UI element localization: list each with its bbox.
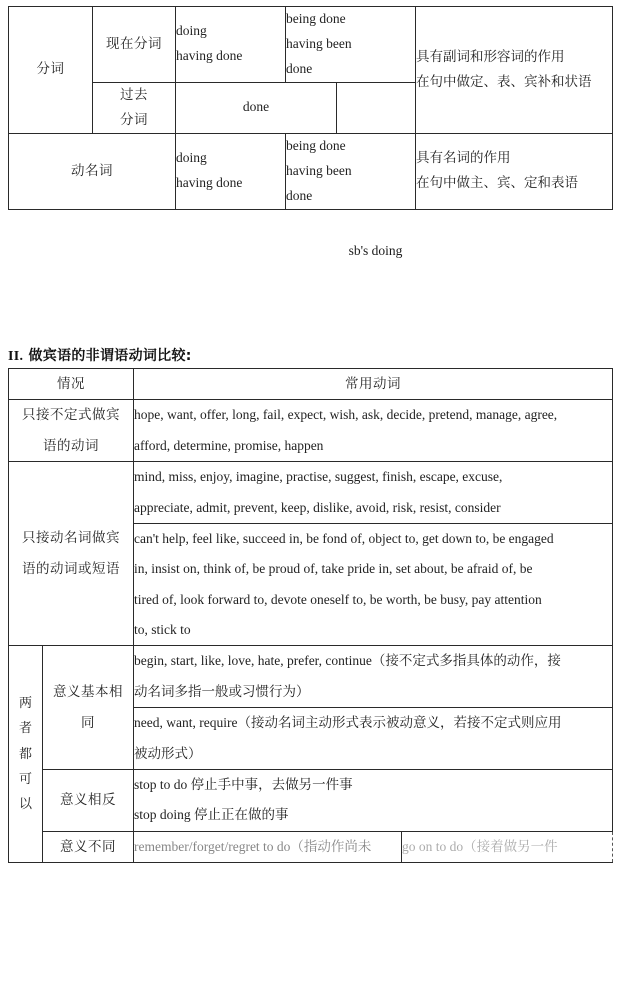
column-header-situation: 情况 <box>9 369 134 400</box>
participle-role-line-1: 具有副词和形容词的作用 <box>416 48 565 65</box>
same-meaning-need-line-1: need, want, require（接动名词主动形式表示被动意义，若接不定式则应用 <box>134 715 562 731</box>
same-meaning-label-line-1: 意义基本相 <box>53 684 123 701</box>
row-label-infinitive-only-line-1: 只接不定式做宾 <box>22 407 120 424</box>
sub-label-different-meaning: 意义不同 <box>43 831 134 862</box>
gerund-logical-subject: sb's doing <box>348 243 403 258</box>
row-content-same-meaning-begin <box>134 646 613 708</box>
gerund-active-forms <box>176 133 286 209</box>
present-participle-active-forms <box>176 7 286 83</box>
same-meaning-need-line-2: 被动形式） <box>134 745 202 761</box>
both-allowed-char-4: 可 <box>18 771 32 787</box>
infinitive-only-line-1: hope, want, offer, long, fail, expect, wish, ask, decide, pretend, manage, agree, <box>134 407 558 423</box>
gerund-passive-line-3: done <box>286 187 313 203</box>
present-participle-passive-line-3: done <box>286 60 313 76</box>
table-row <box>9 646 613 708</box>
both-allowed-char-3: 都 <box>18 746 32 762</box>
gerund-verbs-line-2: appreciate, admit, prevent, keep, dislike, avoid, risk, resist, consider <box>134 499 501 515</box>
row-content-gerund-phrases <box>134 523 613 646</box>
same-meaning-label-line-2: 同 <box>81 714 95 731</box>
row-content-infinitive-only <box>134 400 613 462</box>
row-label-both-allowed <box>9 646 43 863</box>
gerund-active-line-2: having done <box>176 175 243 191</box>
section-title: 做宾语的非谓语动词比较: <box>28 348 192 364</box>
present-participle-label-text: 现在分词 <box>106 35 162 52</box>
present-participle-active-line-2: having done <box>176 48 243 64</box>
nonfinite-verb-forms-table <box>8 6 613 210</box>
row-label-gerund-only-line-2: 语的动词或短语 <box>22 560 120 577</box>
gerund-passive-forms <box>286 133 416 209</box>
gerund-phrases-line-4: to, stick to <box>134 622 191 637</box>
column-header-common-verbs: 常用动词 <box>134 369 613 400</box>
table-header-row <box>9 369 613 400</box>
gerund-passive-line-2: having been <box>286 162 352 178</box>
same-meaning-begin-line-2: 动名词多指一般或习惯行为） <box>134 683 310 699</box>
gerund-phrases-line-1: can't help, feel like, succeed in, be fond of, object to, get down to, be engaged <box>134 530 554 546</box>
both-allowed-char-1: 两 <box>18 695 32 711</box>
present-participle-passive-forms <box>286 7 416 83</box>
table-row <box>9 400 613 462</box>
row-label-gerund-only <box>9 462 134 646</box>
gerund-role-description <box>416 133 613 209</box>
gerund-phrases-line-3: tired of, look forward to, devote oneself to, be worth, be busy, pay attention <box>134 591 542 607</box>
section-heading <box>8 345 192 365</box>
object-nonfinite-comparison-table <box>8 368 613 863</box>
row-content-same-meaning-need <box>134 708 613 770</box>
infinitive-only-line-2: afford, determine, promise, happen <box>134 437 324 453</box>
table-row <box>9 7 613 83</box>
row-content-different-meaning-right: go on to do（接着做另一件 <box>402 831 613 862</box>
row-content-opposite-meaning <box>134 769 613 831</box>
row-label-gerund-only-line-1: 只接动名词做宾 <box>22 530 120 547</box>
gerund-verbs-line-1: mind, miss, enjoy, imagine, practise, suggest, finish, escape, excuse, <box>134 469 503 485</box>
past-participle-label-line-1: 过去 <box>120 86 148 103</box>
present-participle-passive-line-1: being done <box>286 11 346 26</box>
gerund-role-line-2: 在句中做主、宾、定和表语 <box>416 175 579 192</box>
section-numeral: II. <box>8 349 24 364</box>
table-row <box>9 831 613 862</box>
past-participle-label <box>93 82 176 133</box>
gerund-phrases-line-2: in, insist on, think of, be proud of, take pride in, set about, be afraid of, be <box>134 561 533 577</box>
opposite-meaning-line-1: stop to do 停止手中事，去做另一件事 <box>134 776 353 792</box>
gerund-category-label: 动名词 <box>9 133 176 209</box>
opposite-meaning-line-2: stop doing 停止正在做的事 <box>134 807 289 823</box>
both-allowed-char-5: 以 <box>18 797 32 813</box>
present-participle-label <box>93 7 176 83</box>
row-label-infinitive-only <box>9 400 134 462</box>
row-content-different-meaning-left: remember/forget/regret to do（指动作尚未 <box>134 831 402 862</box>
present-participle-passive-line-2: having been <box>286 35 352 51</box>
sub-label-same-meaning <box>43 646 134 770</box>
table-row <box>9 462 613 524</box>
gerund-role-line-1: 具有名词的作用 <box>416 150 511 167</box>
past-participle-form: done <box>176 82 337 133</box>
past-participle-label-line-2: 分词 <box>120 111 148 128</box>
participle-category-label: 分词 <box>9 7 93 134</box>
row-label-infinitive-only-line-2: 语的动词 <box>43 437 99 454</box>
row-content-gerund-verbs <box>134 462 613 524</box>
present-participle-active-line-1: doing <box>176 23 207 39</box>
both-allowed-vertical-label <box>9 691 42 818</box>
participle-role-line-2: 在句中做定、表、宾补和状语 <box>416 73 592 90</box>
past-participle-logical-subject-blank <box>337 82 416 133</box>
gerund-active-line-1: doing <box>176 150 207 166</box>
participle-role-description <box>416 7 613 134</box>
gerund-passive-line-1: being done <box>286 137 346 153</box>
same-meaning-begin-line-1: begin, start, like, love, hate, prefer, continue（接不定式多指具体的动作，接 <box>134 653 561 669</box>
table-row <box>9 133 613 209</box>
sub-label-opposite-meaning: 意义相反 <box>43 769 134 831</box>
table-row <box>9 769 613 831</box>
both-allowed-char-2: 者 <box>18 721 32 737</box>
